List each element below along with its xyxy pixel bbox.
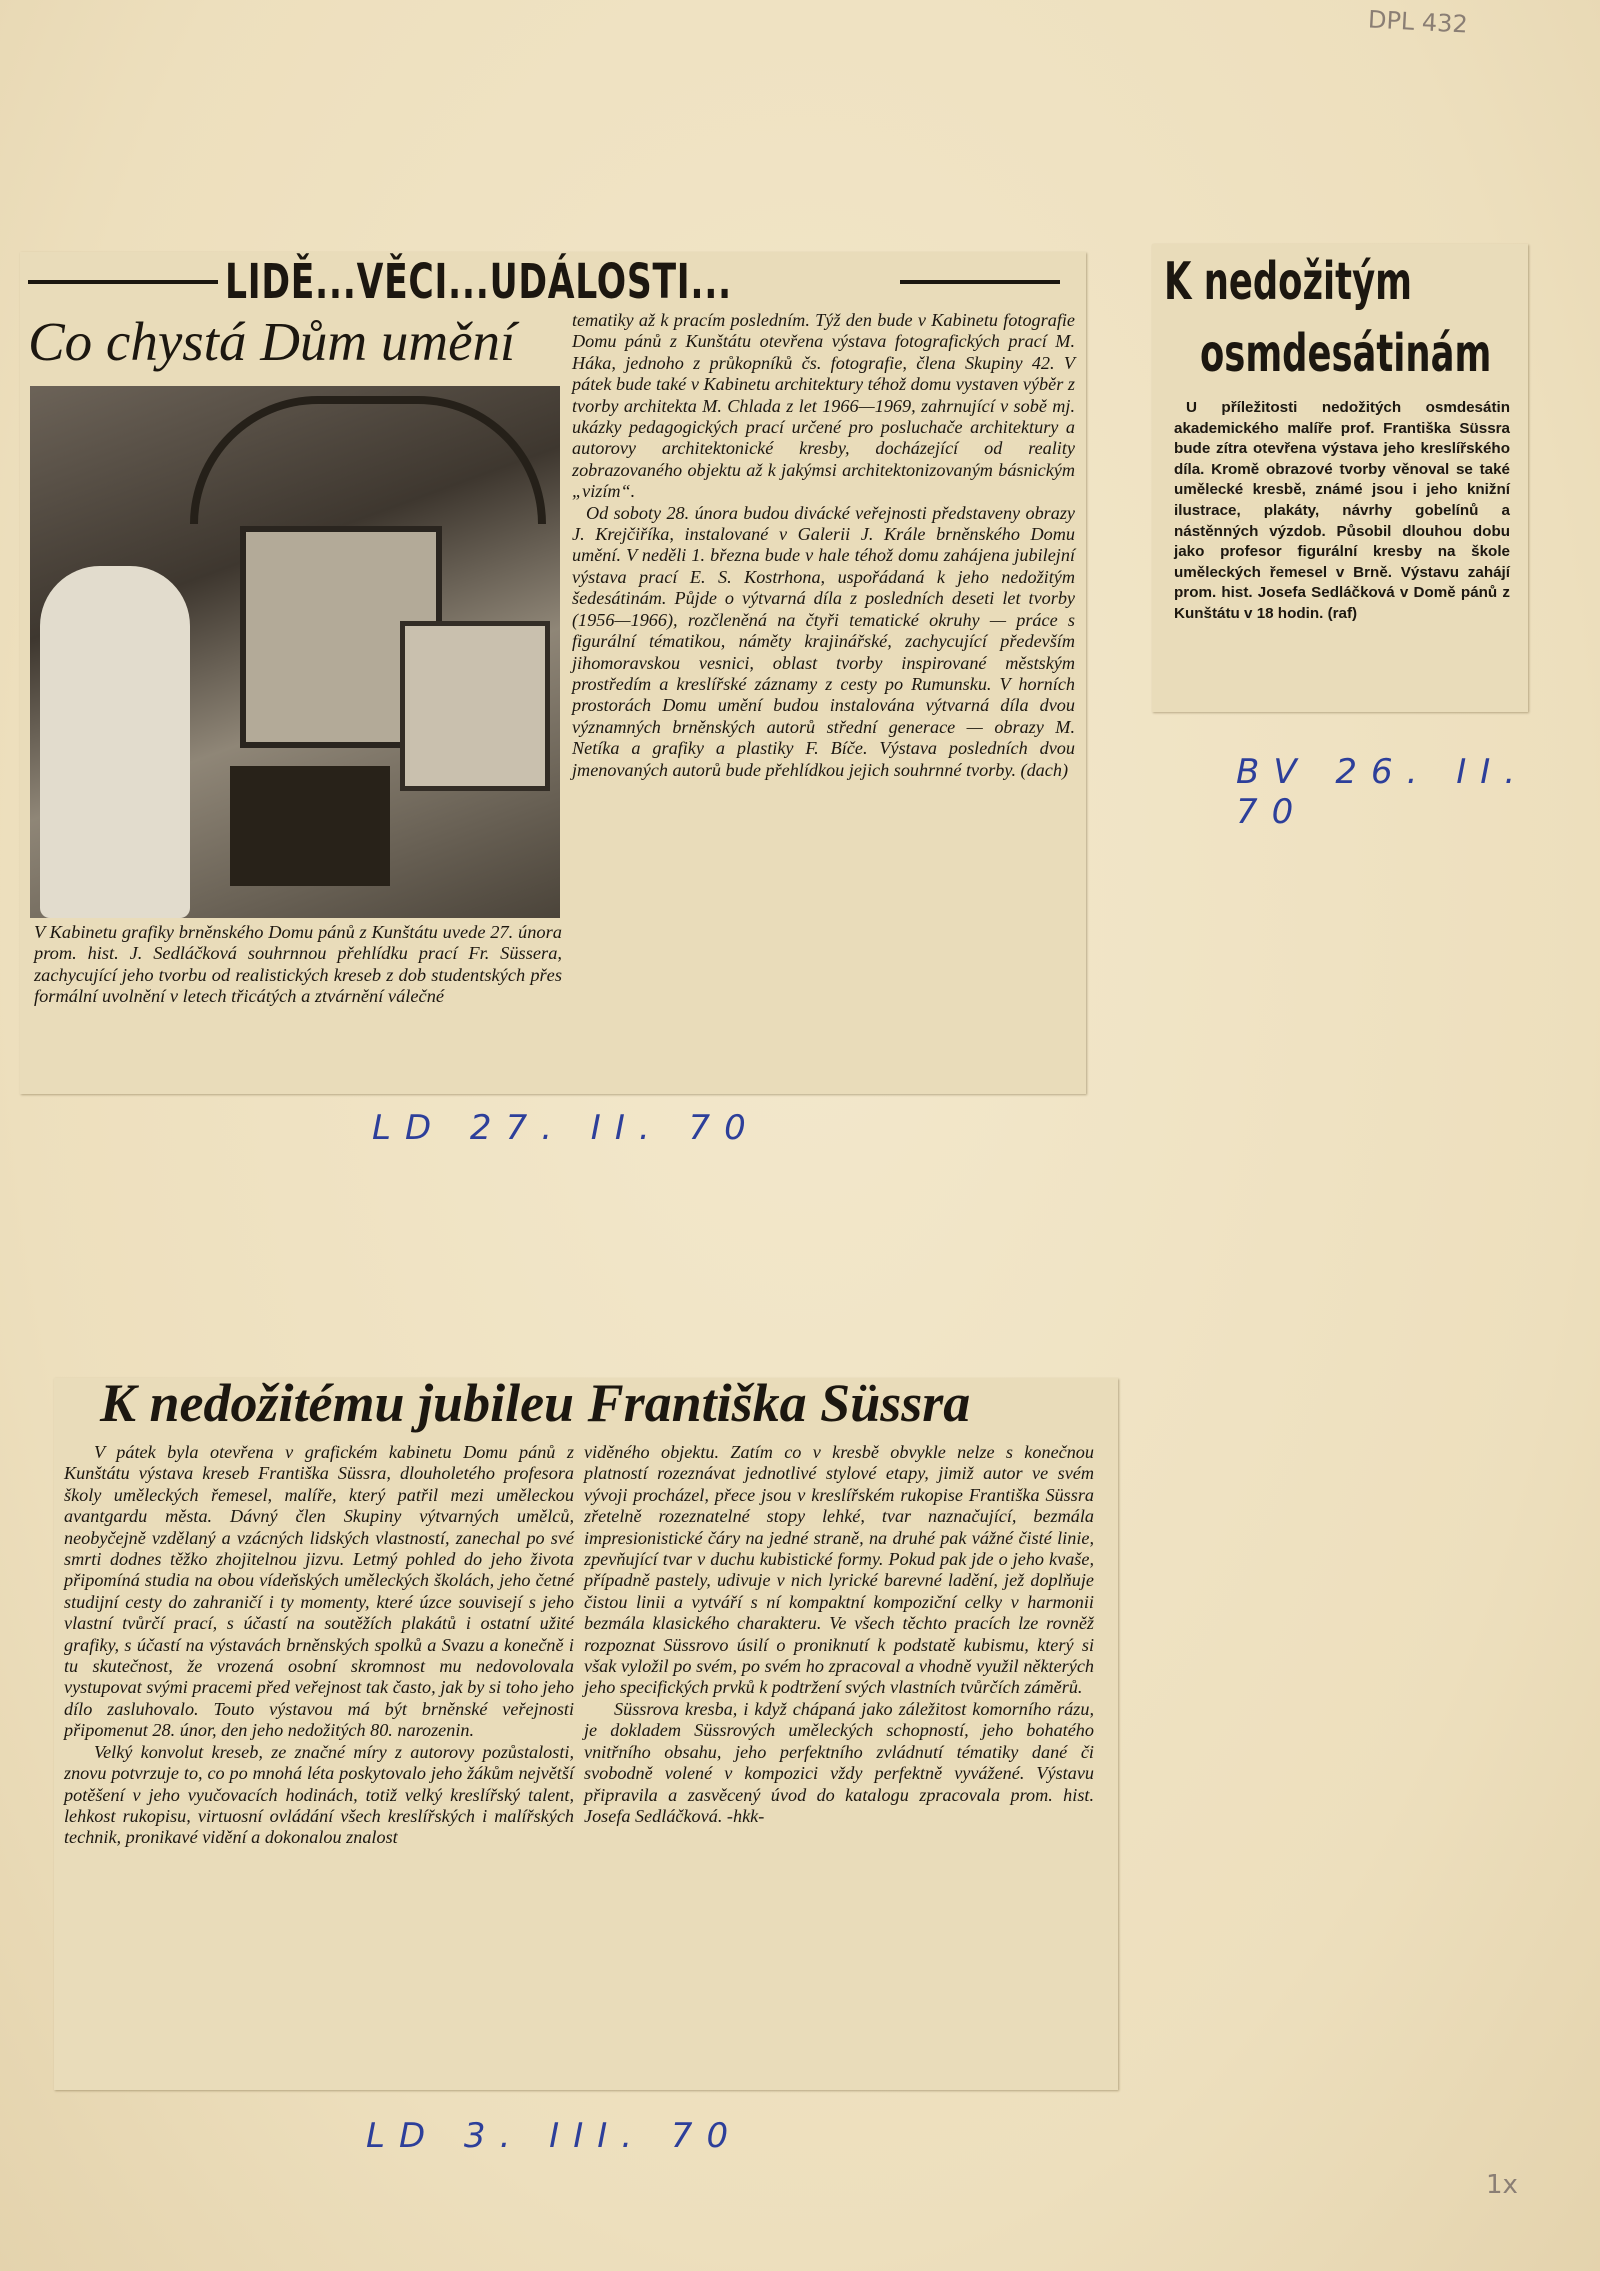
handwritten-source-date: LD 3. III. 70 xyxy=(366,2116,743,2156)
clipping-k-nedozitym-osmdesatinam xyxy=(1152,244,1528,712)
photo-caption: V Kabinetu grafiky brněnského Domu pánů z Kunštátu uvede 27. února prom. hist. J. Sedláčková souhrnnou přehlídku prací Fr. Süssera, zachycující jeho tvorbu od realistických kreseb z dob studentských přes formální uvolnění v letech třicátých a ztvárnění válečné xyxy=(34,922,562,1007)
photo-easel xyxy=(230,766,390,886)
banner-rule-left xyxy=(28,280,218,284)
photo-frame xyxy=(400,621,550,791)
clipping-title: Co chystá Dům umění xyxy=(28,311,516,372)
article-paragraph: viděného objektu. Zatím co v kresbě obvykle nelze s konečnou platností rozeznávat jednotlivé stylové etapy, jimiž autor ve svém vývoji procházel, přece jsou v kreslířském rukopise Františka Süssra zřetelně rozeznatelné stopy lehké, tvar naznačující, bezmála impresionistické čáry na jedné straně, na druhé pak vážné čisté linie, zpevňující tvar v duchu kubistické formy. Pokud pak jde o jeho kvaše, případně pastely, udivuje v nich lyrické barevné ladění, jež doplňuje čistou linii a vytváří s ní kompaktní kompoziční celky v harmonii bezmála klasického charakteru. Ve všech těchto pracích lze rovněž rozpoznat Süssrovo úsilí o proniknutí k podstatě kubismu, který si však vyložil po svém, po svém ho zpracoval a vhodně využil některých jeho specifických prvků k podtržení svých vlastních tvůrčích záměrů. xyxy=(584,1442,1094,1698)
article-column-1 xyxy=(64,1442,574,1849)
article-paragraph: tematiky až k pracím posledním. Týž den bude v Kabinetu fotografie Domu pánů z Kunštátu otevřena výstava fotografických prací M. Háka, jednoho z průkopníků čs. fotografie, člena Skupiny 42. V pátek bude také v Kabinetu architektury téhož domu vystaven výběr z tvorby architekta M. Chlada z let 1966—1969, zahrnující v sobě mj. ukázky pedagogických prací určené pro posluchače architektury a autorovy architektonické kresby, docházející od reality zobrazovaného objektu až k jakýmsi architektonizovaným básnickým „vizím“. xyxy=(572,310,1075,502)
article-column-2 xyxy=(584,1442,1094,1827)
archive-mark: DPL 432 xyxy=(1367,5,1469,39)
clipping-title: K nedožitému jubileu Františka Süssra xyxy=(100,1373,971,1433)
photo-arch xyxy=(190,396,546,524)
clipping-co-chysta-dum-umeni xyxy=(20,252,1086,1094)
article-paragraph: Od soboty 28. února budou divácké veřejnosti představeny obrazy J. Krejčiříka, instalované v Galerii J. Krále brněnského Domu umění. V neděli 1. března bude v hale téhož domu zahájena jubilejní výstava prací E. S. Kostrhona, uspořádaná k jeho nedožitým šedesátinám. Půjde o výtvarná díla z posledních deseti let tvorby (1956—1966), rozčleněná na čtyři tematické okruhy — práce s figurální tématikou, náměty krajinářské, zachycující především jihomoravskou vesnici, oblast tvorby inspirované městským prostředím a kreslířské záznamy z cesty po Rumunsku. V horních prostorách Domu umění budou instalována výtvarná díla dvou významných brněnských autorů střední generace — obrazy M. Netíka a grafiky a plastiky F. Bíče. Výstava posledních dvou jmenovaných autorů bude přehlídkou jejich souhrnné tvorby. (dach) xyxy=(572,502,1075,780)
handwritten-source-date: LD 27. II. 70 xyxy=(372,1108,760,1148)
exhibition-photo xyxy=(30,386,560,918)
handwritten-source-date: BV 26. II. 70 xyxy=(1236,752,1530,832)
clipping-k-nedozitemu-jubileu xyxy=(54,1373,1118,2090)
clipping-title-line-2: osmdesátinám xyxy=(1200,324,1492,384)
article-paragraph: V pátek byla otevřena v grafickém kabinetu Domu pánů z Kunštátu výstava kreseb Františka Süssra, dlouholetého profesora školy uměleckých řemesel, malíře, který patřil mezi uměleckou avantgardu města. Dávný člen Skupiny výtvarných umělců, neobyčejně vzdělaný a vzácných lidských vlastností, zanechal po své smrti dodnes těžko zhojitelnou jizvu. Letmý pohled do jeho života připomíná studia na obou vídeňských uměleckých školách, jeho četné studijní cesty do zahraničí i ty momenty, které úzce souvisejí s jeho vlastní tvůrčí prací, s účastí na soutěžích plakátů i ostatní užité grafiky, s účastí na výstavách brněnských spolků a Svazu a konečně i tu skutečnost, že vrozená osobní skromnost mu nedovolovala vystupovat svými pracemi před veřejnost tak často, jak by si toho jeho dílo zasluhovalo. Touto výstavou má být brněnské veřejnosti připomenut 28. únor, den jeho nedožitých 80. narozenin. xyxy=(64,1442,574,1741)
article-body-column xyxy=(572,310,1075,781)
clipping-title-line-1: K nedožitým xyxy=(1164,252,1412,312)
banner-heading: LIDĚ...VĚCI...UDÁLOSTI... xyxy=(225,254,732,310)
photo-artist-figure xyxy=(40,566,190,918)
article-paragraph: Velký konvolut kreseb, ze značné míry z autorovy pozůstalosti, znovu potvrzuje to, co po mnohá léta poskytovalo jeho žákům největší potěšení v jeho vyučovacích hodinách, totiž velký kreslířský talent, lehkost rukopisu, virtuosní ovládání všech kreslířských i malířských technik, pronikavé vidění a dokonalou znalost xyxy=(64,1741,574,1848)
page-mark: 1x xyxy=(1486,2170,1518,2200)
article-paragraph: Süssrova kresba, i když chápaná jako záležitost komorního rázu, je dokladem Süssrových uměleckých schopností, jeho bohatého vnitřního obsahu, jeho perfektního zvládnutí tématiky dané či svobodně volené v kompozici vždy perfektně vyvážené. Výstavu připravila a zasvěcený úvod do katalogu zpracovala prom. hist. Josefa Sedláčková. -hkk- xyxy=(584,1698,1094,1826)
banner-rule-right xyxy=(900,280,1060,284)
clipping-body: U příležitosti nedožitých osmdesátin akademického malíře prof. Františka Süssra bude zítra otevřena výstava jeho kreslířského díla. Kromě obrazové tvorby věnoval se také umělecké kresbě, známé jsou i jeho knižní ilustrace, plakáty, návrhy gobelínů a nástěnných výzdob. Působil dlouhou dobu jako profesor figurální kresby na škole uměleckých řemesel v Brně. Výstavu zahájí prom. hist. Josefa Sedláčková v Domě pánů z Kunštátu v 18 hodin. (raf) xyxy=(1174,399,1510,622)
